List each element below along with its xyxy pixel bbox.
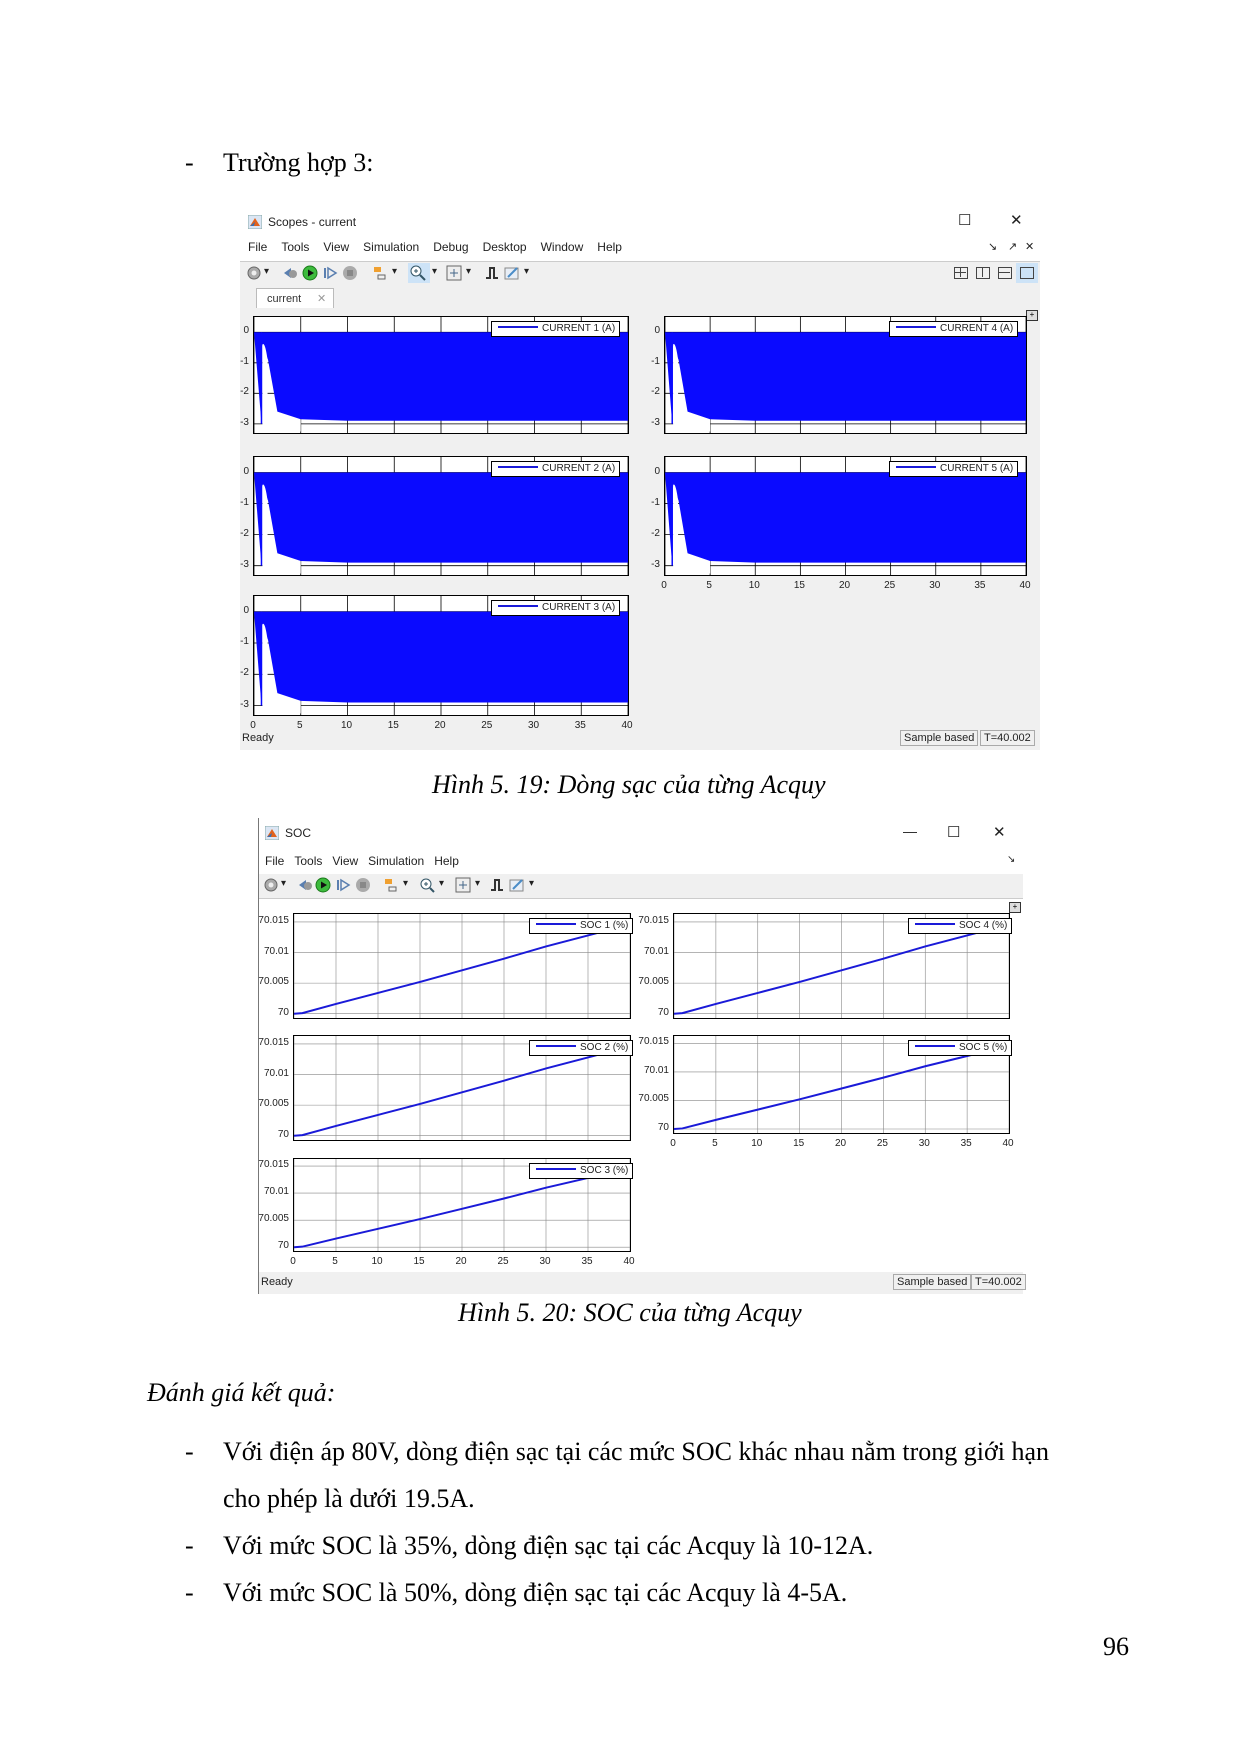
triggers-icon[interactable] bbox=[484, 265, 500, 281]
status-time: T=40.002 bbox=[980, 730, 1035, 746]
y-tick-label: 70.015 bbox=[258, 914, 289, 926]
legend-line-icon bbox=[498, 466, 538, 468]
dock-icon[interactable]: ↗ bbox=[1008, 241, 1018, 253]
step-forward-icon[interactable] bbox=[335, 877, 351, 893]
x-tick-label: 20 bbox=[455, 1256, 467, 1267]
zoom-dropdown[interactable]: ▾ bbox=[432, 266, 438, 277]
close-button[interactable]: ✕ bbox=[1010, 212, 1023, 229]
y-tick-label: 70.005 bbox=[258, 1098, 289, 1110]
y-tick-label: 70 bbox=[277, 1128, 289, 1140]
menu-bar bbox=[265, 854, 459, 868]
x-tick-label: 10 bbox=[371, 1256, 383, 1267]
y-tick-label: 0 bbox=[654, 465, 660, 477]
y-tick-label: -3 bbox=[240, 416, 249, 428]
menu-debug[interactable]: Debug bbox=[433, 240, 469, 254]
status-ready: Ready bbox=[261, 1276, 293, 1288]
status-ready: Ready bbox=[242, 732, 274, 744]
style-dropdown[interactable]: ▾ bbox=[529, 878, 535, 889]
x-tick-label: 15 bbox=[387, 720, 399, 731]
legend-label: SOC 3 (%) bbox=[580, 1165, 629, 1176]
layout-grid-icon[interactable] bbox=[954, 267, 968, 279]
layout-rows-icon[interactable] bbox=[998, 267, 1012, 279]
fit-dropdown[interactable]: ▾ bbox=[466, 266, 472, 277]
run-icon[interactable] bbox=[315, 877, 331, 893]
step-back-icon[interactable] bbox=[297, 877, 313, 893]
menu-help[interactable]: Help bbox=[597, 240, 622, 254]
y-tick-label: 70 bbox=[657, 1006, 669, 1018]
x-tick-label: 25 bbox=[884, 580, 896, 591]
y-tick-label: -2 bbox=[240, 386, 249, 398]
y-tick-label: -1 bbox=[240, 635, 249, 647]
x-tick-label: 40 bbox=[1019, 580, 1031, 591]
fit-to-view-icon[interactable] bbox=[446, 265, 462, 281]
x-tick-label: 35 bbox=[574, 720, 586, 731]
menu-file[interactable]: File bbox=[248, 240, 268, 254]
plot-legend bbox=[908, 1040, 1012, 1056]
legend-line-icon bbox=[536, 1168, 576, 1170]
legend-line-icon bbox=[498, 605, 538, 607]
y-tick-label: 70.005 bbox=[258, 976, 289, 988]
y-tick-label: 70.01 bbox=[643, 1064, 669, 1076]
style-icon[interactable] bbox=[504, 265, 520, 281]
legend-line-icon bbox=[536, 1045, 576, 1047]
y-tick-label: 0 bbox=[243, 604, 249, 616]
tab-current[interactable] bbox=[256, 288, 334, 309]
y-tick-label: 70.01 bbox=[263, 1067, 289, 1079]
y-tick-label: 70.005 bbox=[638, 976, 669, 988]
y-tick-label: -1 bbox=[651, 496, 660, 508]
plot-legend bbox=[889, 461, 1018, 477]
tab-label: current bbox=[267, 293, 302, 305]
y-tick-label: 70.015 bbox=[638, 914, 669, 926]
triggers-icon[interactable] bbox=[489, 877, 505, 893]
style-icon[interactable] bbox=[509, 877, 525, 893]
window-title: Scopes - current bbox=[268, 215, 357, 229]
bullet-text: Với điện áp 80V, dòng điện sạc tại các mức SOC khác nhau nằm trong giới hạn bbox=[223, 1437, 1049, 1466]
y-tick-label: -2 bbox=[651, 527, 660, 539]
plot-legend bbox=[529, 918, 633, 934]
y-tick-label: 70 bbox=[277, 1006, 289, 1018]
stop-icon[interactable] bbox=[342, 265, 358, 281]
gear-dropdown[interactable]: ▾ bbox=[264, 266, 270, 277]
y-tick-label: 70.01 bbox=[263, 1186, 289, 1198]
y-tick-label: 70.015 bbox=[638, 1036, 669, 1048]
y-tick-label: 70.01 bbox=[263, 945, 289, 957]
menu-desktop[interactable]: Desktop bbox=[482, 240, 527, 254]
y-tick-label: 70.015 bbox=[258, 1036, 289, 1048]
status-mode: Sample based bbox=[900, 730, 978, 746]
bullet-text: Với mức SOC là 35%, dòng điện sạc tại các Acquy là 10-12A. bbox=[223, 1531, 874, 1560]
stop-icon[interactable] bbox=[355, 877, 371, 893]
y-tick-label: -2 bbox=[240, 527, 249, 539]
step-forward-icon[interactable] bbox=[322, 265, 338, 281]
y-tick-label: -1 bbox=[240, 355, 249, 367]
figure-caption-1: Hình 5. 19: Dòng sạc của từng Acquy bbox=[432, 770, 826, 799]
gear-icon[interactable] bbox=[263, 877, 279, 893]
y-tick-label: -2 bbox=[240, 667, 249, 679]
legend-label: CURRENT 4 (A) bbox=[940, 323, 1014, 334]
tab-close-icon[interactable]: ✕ bbox=[317, 293, 327, 305]
status-mode: Sample based bbox=[893, 1274, 971, 1290]
close-figure-icon[interactable]: ✕ bbox=[1025, 241, 1035, 253]
menu-tools[interactable]: Tools bbox=[281, 240, 310, 254]
y-tick-label: 70.01 bbox=[643, 945, 669, 957]
page-number: 96 bbox=[1103, 1632, 1129, 1661]
menu-help[interactable]: Help bbox=[434, 854, 459, 868]
x-tick-label: 40 bbox=[1002, 1138, 1014, 1149]
status-bar bbox=[240, 728, 1040, 750]
tab-bar bbox=[240, 286, 1040, 308]
x-tick-label: 35 bbox=[974, 580, 986, 591]
minimize-button[interactable]: — bbox=[903, 823, 917, 839]
run-icon[interactable] bbox=[302, 265, 318, 281]
x-tick-label: 30 bbox=[527, 720, 540, 731]
bullet-dash: - bbox=[185, 1531, 194, 1560]
y-tick-label: 0 bbox=[243, 325, 249, 337]
menu-window[interactable]: Window bbox=[540, 240, 584, 254]
y-tick-label: -3 bbox=[240, 698, 249, 710]
maximize-button[interactable]: ☐ bbox=[958, 212, 972, 229]
window-title: SOC bbox=[285, 826, 312, 840]
legend-line-icon bbox=[915, 1045, 955, 1047]
legend-label: SOC 2 (%) bbox=[580, 1042, 629, 1053]
x-tick-label: 15 bbox=[413, 1256, 425, 1267]
plot-legend bbox=[491, 461, 620, 477]
y-tick-label: 0 bbox=[654, 325, 660, 337]
signal-dropdown[interactable]: ▾ bbox=[403, 878, 409, 889]
x-tick-label: 20 bbox=[838, 580, 851, 591]
y-tick-label: 70.015 bbox=[258, 1159, 289, 1171]
zoom-in-icon[interactable] bbox=[408, 263, 430, 283]
x-tick-label: 30 bbox=[918, 1138, 930, 1149]
x-tick-label: 0 bbox=[290, 1256, 296, 1267]
signal-select-icon[interactable] bbox=[383, 877, 399, 893]
x-tick-label: 10 bbox=[751, 1138, 763, 1149]
x-tick-label: 5 bbox=[706, 580, 712, 591]
plot-legend bbox=[908, 918, 1012, 934]
y-tick-label: -1 bbox=[651, 355, 660, 367]
bullet-dash: - bbox=[185, 1578, 194, 1607]
status-time: T=40.002 bbox=[971, 1274, 1026, 1290]
matlab-icon bbox=[248, 215, 262, 229]
menu-view[interactable]: View bbox=[323, 240, 350, 254]
menu-bar bbox=[248, 240, 622, 254]
x-tick-label: 25 bbox=[497, 1256, 509, 1267]
heading-dash: - bbox=[185, 148, 194, 177]
y-tick-label: -2 bbox=[651, 386, 660, 398]
x-tick-label: 5 bbox=[296, 720, 303, 731]
bullet-text: Với mức SOC là 50%, dòng điện sạc tại các Acquy là 4-5A. bbox=[223, 1578, 848, 1607]
x-tick-label: 0 bbox=[670, 1138, 676, 1149]
maximize-button[interactable]: ☐ bbox=[947, 824, 961, 841]
plot-legend bbox=[529, 1163, 633, 1179]
legend-label: CURRENT 2 (A) bbox=[542, 463, 616, 474]
toolbar bbox=[240, 261, 1040, 287]
signal-dropdown[interactable]: ▾ bbox=[392, 266, 398, 277]
y-tick-label: 70.005 bbox=[638, 1093, 669, 1105]
plot-legend bbox=[491, 321, 620, 337]
y-tick-label: 70.005 bbox=[258, 1213, 289, 1225]
gear-icon[interactable] bbox=[246, 265, 262, 281]
undock-icon[interactable]: ↘ bbox=[1007, 854, 1016, 865]
x-tick-label: 30 bbox=[929, 580, 941, 591]
evaluation-heading: Đánh giá kết quả: bbox=[147, 1378, 336, 1407]
legend-line-icon bbox=[536, 923, 576, 925]
layout-single-icon[interactable] bbox=[1020, 267, 1034, 279]
x-tick-label: 10 bbox=[748, 580, 760, 591]
close-button[interactable]: ✕ bbox=[993, 824, 1006, 841]
bullet-dash: - bbox=[185, 1437, 194, 1466]
bullet-text-cont: cho phép là dưới 19.5A. bbox=[223, 1484, 475, 1513]
x-tick-label: 30 bbox=[539, 1256, 551, 1267]
matlab-icon bbox=[265, 826, 279, 840]
x-tick-label: 0 bbox=[250, 720, 256, 731]
menu-file[interactable]: File bbox=[265, 854, 285, 868]
x-tick-label: 40 bbox=[623, 1256, 635, 1267]
x-tick-label: 35 bbox=[960, 1138, 972, 1149]
layout-cols-icon[interactable] bbox=[976, 267, 990, 279]
x-tick-label: 20 bbox=[434, 720, 446, 731]
plot-legend bbox=[529, 1040, 633, 1056]
fit-to-view-icon[interactable] bbox=[455, 877, 471, 893]
x-tick-label: 5 bbox=[332, 1256, 338, 1267]
legend-line-icon bbox=[915, 923, 955, 925]
y-tick-label: 70 bbox=[277, 1240, 289, 1252]
x-tick-label: 25 bbox=[481, 720, 493, 731]
style-dropdown[interactable]: ▾ bbox=[524, 266, 530, 277]
undock-plot-icon[interactable]: + bbox=[1026, 310, 1038, 321]
legend-label: CURRENT 3 (A) bbox=[542, 602, 616, 613]
plot-legend bbox=[491, 600, 620, 616]
menu-view[interactable]: View bbox=[332, 854, 359, 868]
status-bar bbox=[259, 1272, 1023, 1294]
x-tick-label: 5 bbox=[712, 1138, 718, 1149]
legend-line-icon bbox=[896, 466, 936, 468]
x-tick-label: 25 bbox=[876, 1138, 888, 1149]
signal-select-icon[interactable] bbox=[372, 265, 388, 281]
y-tick-label: 70 bbox=[657, 1122, 669, 1133]
legend-line-icon bbox=[896, 326, 936, 328]
menu-simulation[interactable]: Simulation bbox=[363, 240, 420, 254]
x-tick-label: 20 bbox=[834, 1138, 847, 1149]
legend-label: CURRENT 1 (A) bbox=[542, 323, 616, 334]
menu-tools[interactable]: Tools bbox=[294, 854, 323, 868]
x-tick-label: 10 bbox=[340, 720, 353, 731]
x-tick-label: 35 bbox=[581, 1256, 593, 1267]
y-tick-label: -3 bbox=[651, 416, 660, 428]
gear-dropdown[interactable]: ▾ bbox=[281, 878, 287, 889]
y-tick-label: -3 bbox=[651, 558, 660, 570]
legend-label: SOC 1 (%) bbox=[580, 920, 629, 931]
x-tick-label: 0 bbox=[661, 580, 667, 591]
x-tick-label: 15 bbox=[793, 1138, 805, 1149]
undock-plot-icon[interactable]: + bbox=[1009, 902, 1021, 913]
plot-legend bbox=[889, 321, 1018, 337]
undock-icon[interactable]: ↘ bbox=[988, 241, 998, 253]
legend-line-icon bbox=[498, 326, 538, 328]
toolbar bbox=[259, 874, 1023, 899]
x-tick-label: 15 bbox=[793, 580, 805, 591]
y-tick-label: -1 bbox=[240, 496, 249, 508]
x-tick-label: 40 bbox=[621, 720, 633, 731]
zoom-in-icon[interactable] bbox=[419, 877, 435, 893]
case-heading: Trường hợp 3: bbox=[223, 148, 374, 177]
zoom-dropdown[interactable]: ▾ bbox=[439, 878, 445, 889]
fit-dropdown[interactable]: ▾ bbox=[475, 878, 481, 889]
figure-caption-2: Hình 5. 20: SOC của từng Acquy bbox=[458, 1298, 802, 1327]
legend-label: SOC 5 (%) bbox=[959, 1042, 1008, 1053]
y-tick-label: 0 bbox=[243, 465, 249, 477]
legend-label: SOC 4 (%) bbox=[959, 920, 1008, 931]
y-tick-label: -3 bbox=[240, 558, 249, 570]
legend-label: CURRENT 5 (A) bbox=[940, 463, 1014, 474]
step-back-icon[interactable] bbox=[282, 265, 298, 281]
menu-simulation[interactable]: Simulation bbox=[368, 854, 425, 868]
